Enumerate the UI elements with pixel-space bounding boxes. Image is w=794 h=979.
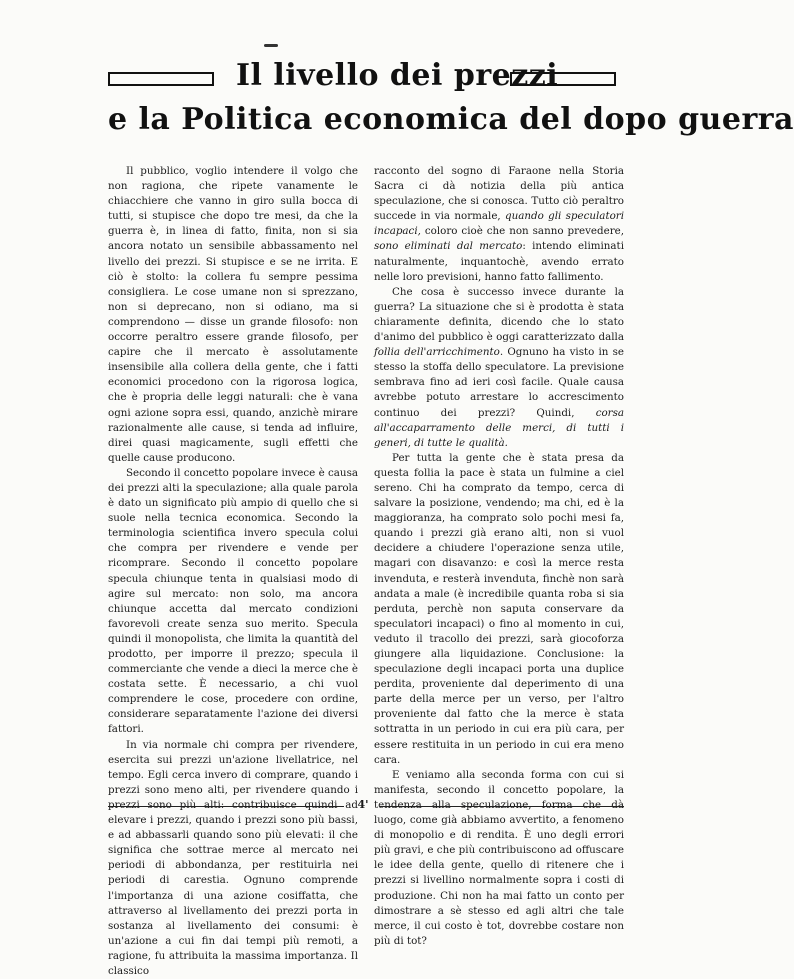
paragraph: Secondo il concetto popolare invece è causa dei prezzi alti la speculazione; alla quale parola è dato un significato più ampio di quello che si suole nella tecnica economica. Secondo la terminologia scientifica invero specula colui che compra per rivendere e vende per ricomprare. Secondo il concetto popolare specula chiunque tenta in qualsiasi modo di agire sul mercato: non solo, ma ancora chiunque accetta dal mercato condizioni favorevoli create senza suo merito. Specula quindi il monopolista, che limita la quantità del prodotto, per imporre il prezzo; specula il commerciante che vende a dieci la merce che è costata sette. È necessario, a chi vuol comprendere le cose, procedere con ordine, considerare separatamente l'azione dei diversi fattori.: [108, 466, 358, 736]
italic-text: corsa all'accaparramento delle merci, di tutti i generi, di tutte le qualità.: [374, 406, 624, 449]
decorative-box-left: [108, 72, 214, 86]
text-run: Che cosa è successo invece durante la guerra? La situazione che si è prodotta è stata chiaramente definita, dicendo che lo stato d'animo del pubblico è oggi caratterizzato dalla: [374, 285, 624, 344]
article-title-line-1: Il livello dei prezzi: [236, 58, 559, 93]
italic-text: follia dell'arricchimento: [374, 346, 500, 359]
paragraph: [374, 164, 624, 285]
paragraph: Il pubblico, voglio intendere il volgo che non ragiona, che ripete vanamente le chiacchiere che vanno in giro sulla bocca di tutti, si stupisce che dopo tre mesi, da che la guerra è, in linea di fatto, finita, non si sia ancora notato un sensibile abbassamento nel livello dei prezzi. Si stupisce e se ne irrita. E ciò è stolto: la collera fu sempre pessima consigliera. Le cose umane non si sprezzano, non si deprecano, non si odiano, ma si comprendono — disse un grande filosofo: non occorre peraltro essere grande filosofo, per capire che il mercato è assolutamente insensibile alla collera della gente, che i fatti economici procedono con la rigorosa logica, che è propria delle leggi naturali: che è vana ogni azione sopra essi, quando, anzichè mirare razionalmente alle cause, si tenda ad influire, direi quasi magicamente, sugli effetti che quelle cause producono.: [108, 165, 358, 464]
left-column: [108, 164, 358, 979]
page-number: 4': [357, 798, 369, 811]
paragraph: Per tutta la gente che è stata presa da questa follia la pace è stata un fulmine a ciel sereno. Chi ha comprato da tempo, cerca di salvare la posizione, vendendo; ma chi, ed è la maggioranza, ha comprato solo pochi mesi fa, quando i prezzi già erano alti, non si vuol decidere a chiudere l'operazione senza utile, magari con disavanzo: e così la merce resta invenduta, e resterà invenduta, finchè non sarà andata a male (è incredibile quanta roba si sia perduta, perchè non saputa conservare da speculatori incapaci) o fino al momento in cui, veduto il tracollo dei prezzi, sarà giocoforza giungere alla liquidazione. Conclusione: la speculazione degli incapaci porta una duplice perdita, proveniente dal deperimento di una parte della merce per un verso, per l'altro proveniente dal fatto che la merce è stata sottratta in un periodo in cui era più cara, per essere restituita in un periodo in cui era meno cara.: [374, 451, 624, 766]
right-column: [374, 164, 624, 949]
text-run: . Ognuno ha visto in se stesso la stoffa dello speculatore. La previsione sembrava fino ad ieri così facile. Quale causa avrebbe potuto arrestare lo accrescimento continuo dei prezzi? Quindi,: [374, 346, 624, 419]
text-run: coloro cioè che non sanno prevedere,: [420, 225, 624, 238]
paragraph: In via normale chi compra per rivendere, esercita sui prezzi un'azione livellatrice, nel tempo. Egli cerca invero di comprare, quando i prezzi sono meno alti, per rivendere quando i prezzi sono più alti: contribuisce quindi ad elevare i prezzi, quando i prezzi sono più bassi, e ad abbassarli quando sono più elevati: il che significa che sottrae merce al mercato nei periodi di abbondanza, per restituirla nei periodi di carestia. Ognuno comprende l'importanza di una azione cosiffatta, che attraverso al livellamento dei prezzi porta in sostanza al livellamento dei consumi: è un'azione a cui fin dai tempi più remoti, a ragione, fu attribuita la massima importanza. Il classico: [108, 738, 358, 977]
italic-text: quando gli speculatori incapaci,: [374, 210, 624, 238]
text-run: racconto del sogno di Faraone nella Storia Sacra ci dà notizia della più antica speculazione, che si conosca. Tutto ciò peraltro succede in via normale,: [374, 165, 624, 223]
text-run: : intendo eliminati naturalmente, inquantochè, avendo errato nelle loro previsioni, hanno fatto fallimento.: [374, 240, 624, 283]
footer-rule-right: [380, 806, 624, 807]
article-body: [108, 164, 624, 977]
decorative-box-right: [510, 72, 616, 86]
printer-mark: [264, 44, 278, 47]
title-line-1: [108, 58, 628, 100]
article-title-line-2: e la Politica economica del dopo guerra: [108, 102, 794, 137]
paragraph: [374, 285, 624, 451]
footer-rule-left: [108, 806, 344, 807]
paragraph: E veniamo alla seconda forma con cui si manifesta, secondo il concetto popolare, la tendenza alla speculazione, forma che dà luogo, come già abbiamo avvertito, a fenomeno di monopolio e di rendita. È uno degli errori più gravi, e che più contribuiscono ad offuscare le idee della gente, quello di ritenere che i prezzi si livellino normalmente sopra i costi di produzione. Chi non ha mai fatto un conto per dimostrare a sè stesso ed agli altri che tale merce, il cui costo è tot, dovrebbe costare non più di tot?: [374, 768, 624, 947]
page-footer: [108, 800, 624, 814]
italic-text: sono eliminati dal mercato: [374, 240, 523, 253]
